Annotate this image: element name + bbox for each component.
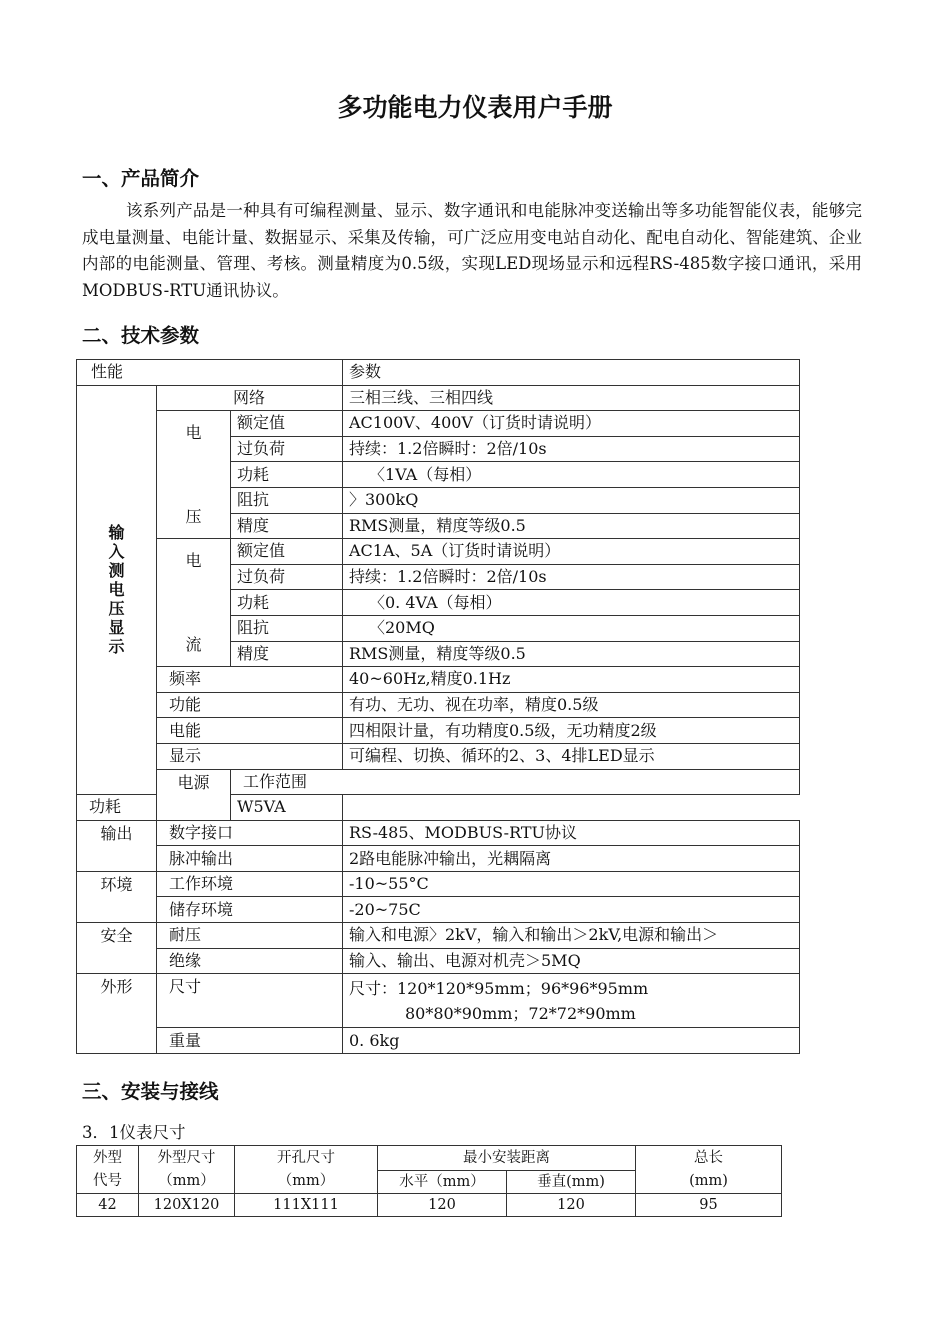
current-power-label: 功耗 (231, 590, 343, 616)
voltage-accuracy-value: RMS测量，精度等级0.5 (343, 513, 800, 539)
section-heading-specs: 二、技术参数 (82, 324, 200, 347)
size-line-2: 80*80*90mm；72*72*90mm (405, 1003, 636, 1023)
voltage-impedance-label: 阻抗 (231, 487, 343, 513)
output-group-label: 输出 (77, 820, 157, 871)
storage-env-label: 储存环境 (157, 897, 343, 923)
size-value (343, 974, 800, 1028)
cell-horizontal: 120 (378, 1194, 507, 1217)
col-outer-size-header: 外型尺寸 （mm） (139, 1146, 235, 1194)
cell-model: 42 (77, 1194, 139, 1217)
weight-label: 重量 (157, 1028, 343, 1054)
dimensions-table (76, 1145, 782, 1217)
power-range-label: 工作范围 (231, 769, 800, 795)
power-consumption-value: W5VA (231, 795, 343, 821)
table-row (77, 360, 800, 386)
table-row (77, 769, 800, 795)
cell-cutout-size: 111X111 (235, 1194, 378, 1217)
table-row (77, 974, 800, 1028)
voltage-rated-label: 额定值 (231, 411, 343, 437)
safety-group-label: 安全 (77, 923, 157, 974)
function-value: 有功、无功、视在功率，精度0.5级 (343, 692, 800, 718)
table-row (77, 948, 800, 974)
col-cutout-size-header: 开孔尺寸 （mm） (235, 1146, 378, 1194)
table-row (77, 411, 800, 437)
spec-table (76, 359, 800, 1054)
voltage-power-value: 〈1VA（每相） (343, 462, 800, 488)
table-row (77, 820, 800, 846)
working-env-value: -10~55°C (343, 871, 800, 897)
power-consumption-label: 功耗 (77, 795, 231, 821)
table-row (77, 1194, 782, 1217)
working-env-label: 工作环境 (157, 871, 343, 897)
col-horizontal-header: 水平（mm） (378, 1171, 507, 1194)
col-vertical-header: 垂直(mm) (507, 1171, 636, 1194)
voltage-accuracy-label: 精度 (231, 513, 343, 539)
current-rated-value: AC1A、5A（订货时请说明） (343, 539, 800, 565)
table-row (77, 385, 800, 411)
col-total-length-header: 总长 (mm) (636, 1146, 782, 1194)
current-group-label: 电 流 (157, 539, 231, 667)
input-group-label: 输入测电压显示 (77, 385, 157, 795)
section-heading-intro: 一、产品简介 (82, 167, 200, 190)
table-row (77, 1146, 782, 1171)
table-row (77, 846, 800, 872)
insulation-label: 绝缘 (157, 948, 343, 974)
table-row (77, 1028, 800, 1054)
header-performance: 性能 (77, 360, 343, 386)
table-row (77, 539, 800, 565)
cell-total-length: 95 (636, 1194, 782, 1217)
voltage-overload-label: 过负荷 (231, 436, 343, 462)
energy-label: 电能 (157, 718, 343, 744)
voltage-power-label: 功耗 (231, 462, 343, 488)
weight-value: 0. 6kg (343, 1028, 800, 1054)
table-row (77, 871, 800, 897)
pulse-output-value: 2路电能脉冲输出，光耦隔离 (343, 846, 800, 872)
current-power-value: 〈0. 4VA（每相） (343, 590, 800, 616)
size-label: 尺寸 (157, 974, 343, 1028)
table-row (77, 897, 800, 923)
table-row (77, 692, 800, 718)
size-line-1: 尺寸：120*120*95mm；96*96*95mm (349, 978, 649, 998)
current-impedance-label: 阻抗 (231, 615, 343, 641)
network-value: 三相三线、三相四线 (343, 385, 800, 411)
current-accuracy-label: 精度 (231, 641, 343, 667)
current-accuracy-value: RMS测量，精度等级0.5 (343, 641, 800, 667)
table-row (77, 667, 800, 693)
col-model-header: 外型 代号 (77, 1146, 139, 1194)
current-overload-value: 持续：1.2倍瞬时：2倍/10s (343, 564, 800, 590)
network-label: 网络 (157, 385, 343, 411)
display-value: 可编程、切换、循环的2、3、4排LED显示 (343, 743, 800, 769)
environment-group-label: 环境 (77, 871, 157, 922)
table-row (77, 923, 800, 949)
frequency-value: 40~60Hz,精度0.1Hz (343, 667, 800, 693)
storage-env-value: -20~75C (343, 897, 800, 923)
voltage-rated-value: AC100V、400V（订货时请说明） (343, 411, 800, 437)
document-title: 多功能电力仪表用户手册 (337, 93, 613, 122)
display-label: 显示 (157, 743, 343, 769)
col-min-distance-header: 最小安装距离 (378, 1146, 636, 1171)
insulation-value: 输入、输出、电源对机壳＞5MQ (343, 948, 800, 974)
withstand-voltage-value: 输入和电源〉2kV，输入和输出＞2kV,电源和输出＞ (343, 923, 800, 949)
shape-group-label: 外形 (77, 974, 157, 1054)
section-heading-install: 三、安装与接线 (82, 1080, 219, 1103)
digital-interface-value: RS-485、MODBUS-RTU协议 (343, 820, 800, 846)
withstand-voltage-label: 耐压 (157, 923, 343, 949)
power-group-label: 电源 (157, 769, 231, 820)
function-label: 功能 (157, 692, 343, 718)
voltage-impedance-value: 〉300kQ (343, 487, 800, 513)
cell-outer-size: 120X120 (139, 1194, 235, 1217)
current-impedance-value: 〈20MQ (343, 615, 800, 641)
subsection-heading-dimensions: 3．1仪表尺寸 (82, 1123, 186, 1142)
frequency-label: 频率 (157, 667, 343, 693)
voltage-overload-value: 持续：1.2倍瞬时：2倍/10s (343, 436, 800, 462)
header-parameter: 参数 (343, 360, 800, 386)
cell-vertical: 120 (507, 1194, 636, 1217)
current-overload-label: 过负荷 (231, 564, 343, 590)
energy-value: 四相限计量，有功精度0.5级，无功精度2级 (343, 718, 800, 744)
table-row (77, 718, 800, 744)
digital-interface-label: 数字接口 (157, 820, 343, 846)
table-row (77, 795, 800, 821)
voltage-group-label: 电 压 (157, 411, 231, 539)
current-rated-label: 额定值 (231, 539, 343, 565)
intro-paragraph: 该系列产品是一种具有可编程测量、显示、数字通讯和电能脉冲变送输出等多功能智能仪表，能够完成电量测量、电能计量、数据显示、采集及传输，可广泛应用变电站自动化、配电自动化、智能建筑、企业内部的电能测量、管理、考核。测量精度为0.5级，实现LED现场显示和远程RS-485数字接口通讯，采用MODBUS-RTU通讯协议。 (82, 201, 862, 301)
pulse-output-label: 脉冲输出 (157, 846, 343, 872)
table-row (77, 743, 800, 769)
